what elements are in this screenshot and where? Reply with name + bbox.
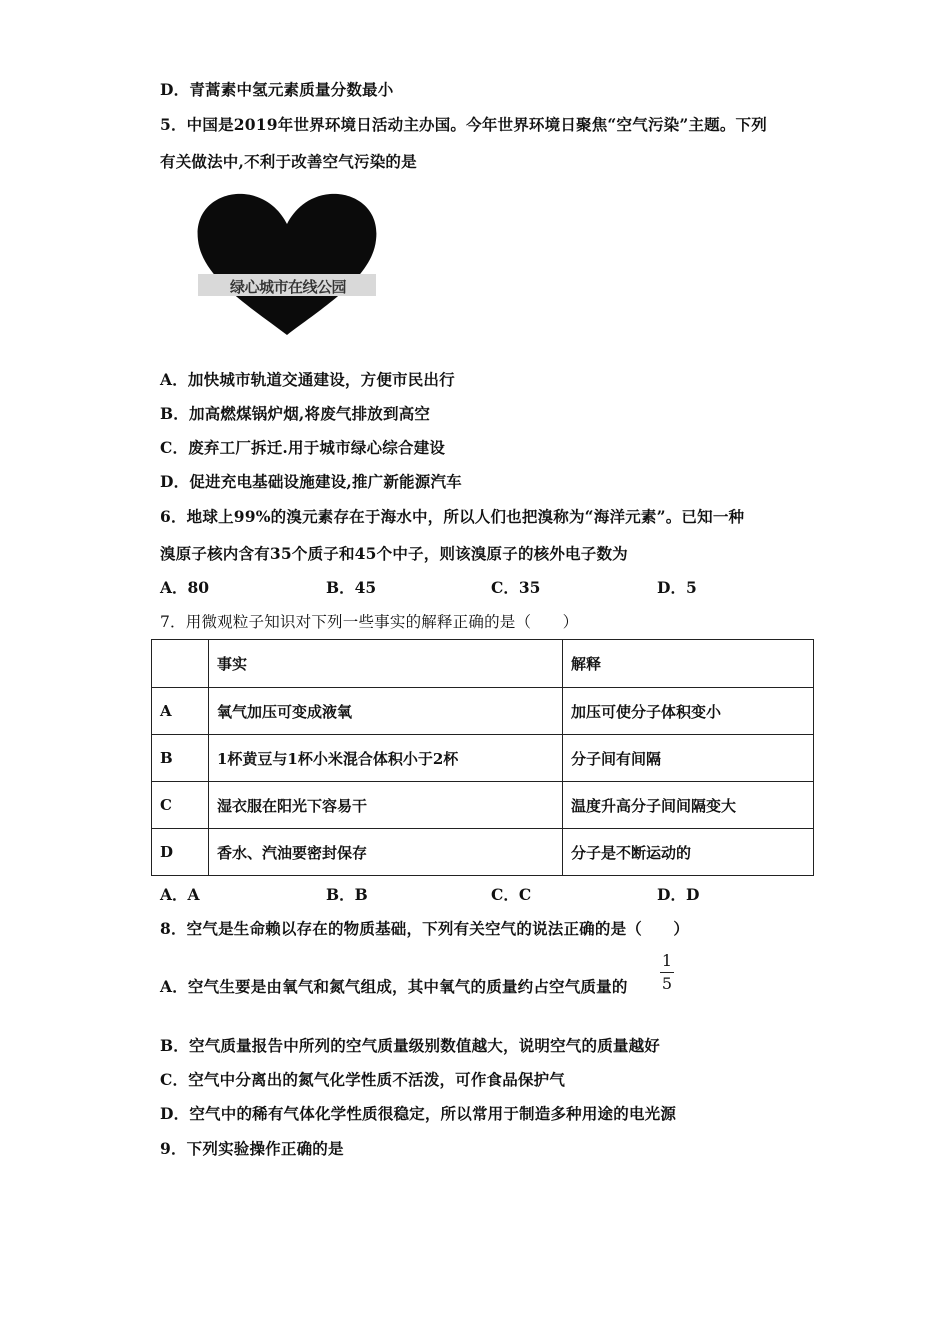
table-row: [152, 688, 814, 735]
heart-icon: [192, 190, 382, 338]
q7-option-d: D．D: [657, 885, 700, 904]
table-cell: B: [152, 735, 209, 782]
table-cell: 氧气加压可变成液氧: [209, 688, 563, 735]
table-header-cell: 事实: [209, 640, 563, 688]
table-row: [152, 782, 814, 829]
q5-stem-line2: 有关做法中,不利于改善空气污染的是: [160, 152, 417, 171]
q7-option-b: B．B: [326, 885, 368, 904]
q6-option-a: A．80: [160, 578, 210, 597]
table-cell: 湿衣服在阳光下容易干: [209, 782, 563, 829]
q6-stem-line1: 6．地球上99%的溴元素存在于海水中，所以人们也把溴称为“海洋元素”。已知一种: [160, 507, 745, 526]
q6-stem-line2: 溴原子核内含有35个质子和45个中子，则该溴原子的核外电子数为: [160, 544, 628, 563]
q8-option-d: D．空气中的稀有气体化学性质很稳定，所以常用于制造多种用途的电光源: [160, 1104, 677, 1123]
q6-option-b: B．45: [326, 578, 377, 597]
q5-option-b: B．加高燃煤锅炉烟,将废气排放到高空: [160, 404, 431, 423]
q5-option-c: C．废弃工厂拆迁.用于城市绿心综合建设: [160, 438, 446, 457]
fraction-denominator: 5: [661, 974, 673, 993]
q8-option-c: C．空气中分离出的氮气化学性质不活泼，可作食品保护气: [160, 1070, 566, 1089]
q7-option-c: C．C: [491, 885, 532, 904]
table-header-cell: [152, 640, 209, 688]
q8-option-b: B．空气质量报告中所列的空气质量级别数值越大，说明空气的质量越好: [160, 1036, 661, 1055]
q6-option-c: C．35: [491, 578, 541, 597]
q5-stem-line1: 5．中国是2019年世界环境日活动主办国。今年世界环境日聚焦“空气污染”主题。下列: [160, 115, 767, 134]
q8-stem: 8．空气是生命赖以存在的物质基础，下列有关空气的说法正确的是（ ）: [160, 919, 690, 938]
fraction-bar: [660, 972, 674, 973]
image-caption: 绿心城市在线公园: [229, 278, 346, 296]
table-cell: 分子是不断运动的: [563, 829, 814, 876]
fraction-one-fifth: [660, 952, 674, 993]
q7-stem: 7．用微观粒子知识对下列一些事实的解释正确的是（ ）: [160, 613, 579, 631]
q6-option-d: D．5: [657, 578, 697, 597]
q5-option-d: D．促进充电基础设施建设,推广新能源汽车: [160, 472, 462, 491]
q7-option-a: A．A: [160, 885, 200, 904]
q5-option-a: A．加快城市轨道交通建设，方便市民出行: [160, 370, 455, 389]
table-row: [152, 735, 814, 782]
table-header-cell: 解释: [563, 640, 814, 688]
table-cell: A: [152, 688, 209, 735]
table-cell: 温度升高分子间间隔变大: [563, 782, 814, 829]
table-cell: 分子间有间隔: [563, 735, 814, 782]
table-cell: 加压可使分子体积变小: [563, 688, 814, 735]
q9-stem: 9．下列实验操作正确的是: [160, 1139, 344, 1158]
green-heart-park-image: [192, 190, 382, 338]
table-header-row: [152, 640, 814, 688]
table-row: [152, 829, 814, 876]
table-cell: 香水、汽油要密封保存: [209, 829, 563, 876]
table-cell: D: [152, 829, 209, 876]
table-cell: 1杯黄豆与1杯小米混合体积小于2杯: [209, 735, 563, 782]
table-cell: C: [152, 782, 209, 829]
fraction-numerator: 1: [661, 951, 673, 970]
q7-table: [151, 639, 814, 876]
q8-option-a: A．空气生要是由氧气和氮气组成，其中氧气的质量约占空气质量的: [160, 977, 628, 996]
q4-option-d: D．青蒿素中氢元素质量分数最小: [160, 80, 394, 99]
